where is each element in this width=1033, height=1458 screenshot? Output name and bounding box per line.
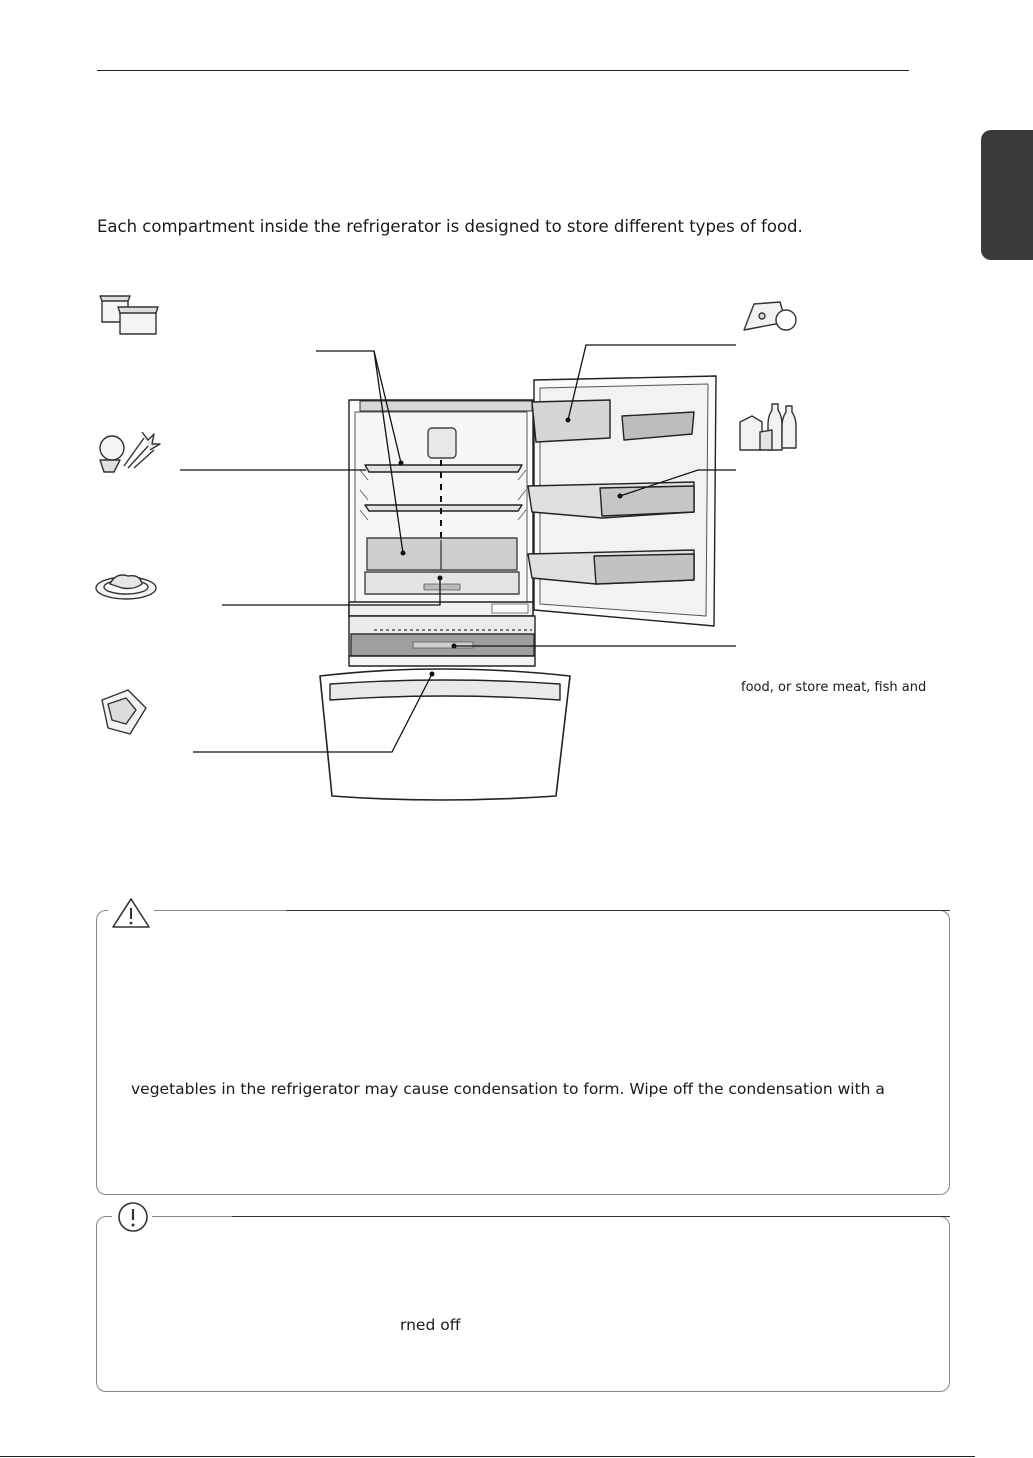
footer-rule xyxy=(0,1456,975,1457)
exclamation-circle-icon xyxy=(116,1200,150,1234)
caution-text-fragment: vegetables in the refrigerator may cause condensation to form. Wipe off the condensation with a xyxy=(131,1080,885,1098)
caution-box xyxy=(96,910,950,1195)
note-text-fragment: rned off xyxy=(400,1316,461,1334)
intro-text: Each compartment inside the refrigerator is designed to store different types of food. xyxy=(97,217,803,236)
meat-fish-label-fragment: food, or store meat, fish and xyxy=(741,680,927,695)
note-header-rule xyxy=(232,1216,950,1217)
caution-header-rule xyxy=(286,910,950,911)
warning-triangle-icon xyxy=(110,896,152,930)
note-box xyxy=(96,1216,950,1392)
